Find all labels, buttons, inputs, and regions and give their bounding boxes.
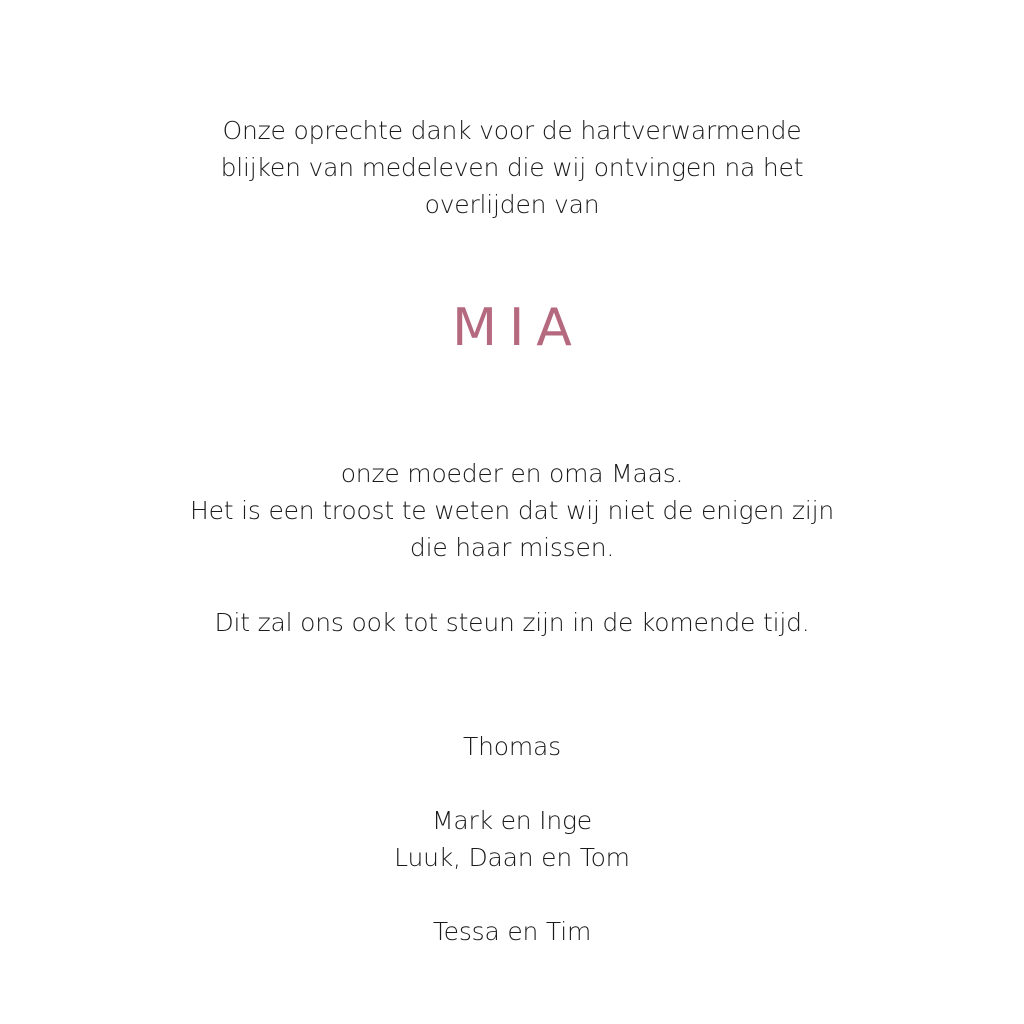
body-line-4: Dit zal ons ook tot steun zijn in de komende tijd.: [214, 608, 810, 637]
signature-tessa-tim: Tessa en Tim: [432, 917, 592, 946]
body-line-1: onze moeder en oma Maas.: [340, 459, 684, 488]
intro-line-3: overlijden van: [424, 190, 600, 219]
signature-mark-inge: Mark en Inge: [432, 806, 592, 835]
body-line-3: die haar missen.: [409, 533, 615, 562]
signature-thomas: Thomas: [463, 732, 561, 761]
intro-line-1: Onze oprechte dank voor de hartverwarmende: [222, 116, 802, 145]
intro-line-2: blijken van medeleven die wij ontvingen na het: [220, 153, 804, 182]
deceased-name: MIA: [452, 298, 584, 358]
body-line-2: Het is een troost te weten dat wij niet de enigen zijn: [190, 496, 834, 525]
signature-grandchildren: Luuk, Daan en Tom: [394, 843, 630, 872]
